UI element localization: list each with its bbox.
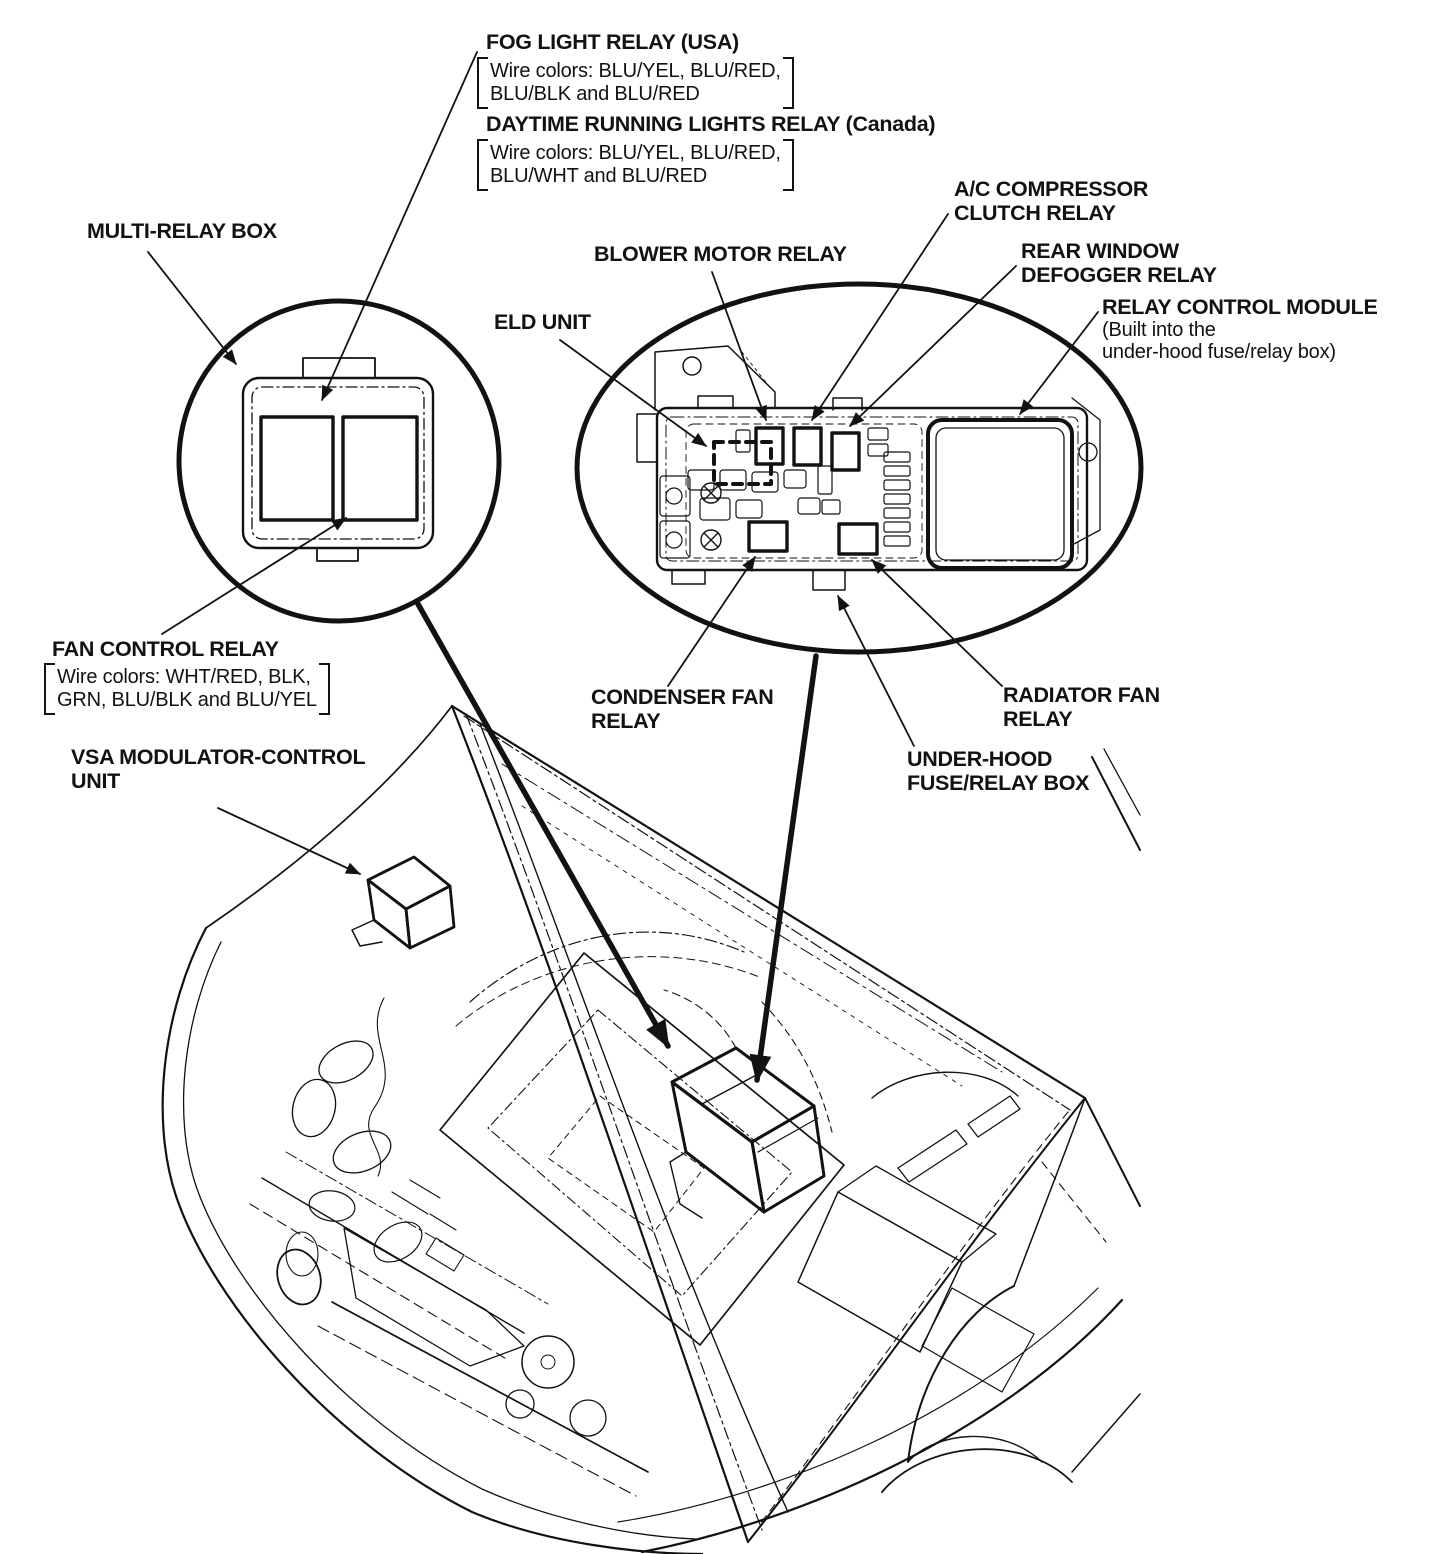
- radiator-fan-relay-label: RADIATOR FAN RELAY: [1003, 683, 1160, 731]
- under-hood-fuse-box-drawing: [637, 346, 1100, 590]
- ac-compressor-clutch-relay-rect: [794, 428, 821, 465]
- engine-bay-drawing: [163, 706, 1140, 1554]
- fuse-box-top-bracket: [655, 346, 775, 410]
- cowl-slot: [968, 1096, 1020, 1137]
- ac-compressor-clutch-relay-label: A/C COMPRESSOR CLUTCH RELAY: [954, 177, 1149, 225]
- daytime-running-lights-wire-colors: Wire colors: BLU/YEL, BLU/RED, BLU/WHT and BLU/RED: [477, 139, 794, 191]
- fan-control-relay-cavity: [343, 417, 417, 520]
- hose: [286, 1232, 318, 1276]
- cowl-slot: [898, 1130, 967, 1182]
- right-callout-ellipse: [577, 284, 1141, 652]
- condenser-fan-relay-leader: [668, 557, 755, 686]
- fan-control-relay-label: FAN CONTROL RELAY: [52, 637, 279, 661]
- vsa-modulator-control-unit-label: VSA MODULATOR-CONTROL UNIT: [71, 745, 366, 793]
- vsa-unit-leader: [218, 808, 360, 874]
- under-hood-box-leader: [838, 596, 914, 746]
- fan-control-relay-wire-colors: Wire colors: WHT/RED, BLK, GRN, BLU/BLK and BLU/YEL: [44, 663, 330, 715]
- multi-relay-box-label: MULTI-RELAY BOX: [87, 219, 277, 243]
- radiator-fan-relay-rect: [839, 524, 877, 554]
- under-hood-fuse-relay-box-label: UNDER-HOOD FUSE/RELAY BOX: [907, 747, 1090, 795]
- radiator-fan-relay-leader: [872, 560, 1002, 686]
- eld-unit-label: ELD UNIT: [494, 310, 591, 334]
- fuse-box-outline: [657, 408, 1087, 570]
- front-bumper-fender: [163, 706, 1122, 1554]
- headlight-outline: [344, 1228, 524, 1366]
- fog-light-relay-cavity: [261, 417, 333, 520]
- under-hood-fuse-relay-box-location: [664, 990, 824, 1218]
- fog-lamp-opening: [270, 1244, 327, 1310]
- locator-arrows: [418, 604, 816, 1080]
- pulley: [570, 1400, 606, 1436]
- hose: [327, 1123, 397, 1181]
- hose: [312, 1032, 380, 1091]
- daytime-running-lights-relay-label: DAYTIME RUNNING LIGHTS RELAY (Canada): [486, 112, 936, 136]
- fog-light-relay-wire-colors: Wire colors: BLU/YEL, BLU/RED, BLU/BLK and BLU/RED: [477, 57, 794, 109]
- radiator-front-bar: [332, 1302, 648, 1472]
- fuse-box-bottom-tab: [813, 570, 845, 590]
- left-callout-circle: [179, 301, 499, 621]
- condenser-fan-relay-rect: [749, 522, 787, 551]
- wiring: [369, 998, 386, 1176]
- relay-box-bottom-tab: [317, 548, 358, 561]
- tire: [882, 1449, 1072, 1492]
- multi-relay-box-drawing: [243, 358, 433, 561]
- wheel-arch: [908, 1286, 1014, 1462]
- right-fender-wheel: [882, 1098, 1140, 1492]
- hose: [287, 1075, 342, 1141]
- left-fuse-cells: [660, 476, 690, 558]
- relay-control-module-label: RELAY CONTROL MODULE (Built into the under-hood fuse/relay box): [1102, 295, 1378, 363]
- engine-block: [286, 932, 1034, 1496]
- screw-symbols: [701, 483, 721, 550]
- relay-control-module-rect: [928, 420, 1072, 568]
- fan-control-relay-leader: [162, 518, 346, 634]
- vsa-modulator-unit-drawing: [352, 857, 454, 948]
- condenser-fan-relay-label: CONDENSER FAN RELAY: [591, 685, 774, 733]
- hose: [367, 1214, 429, 1270]
- rear-window-defogger-relay-rect: [832, 433, 859, 470]
- rear-window-defogger-relay-label: REAR WINDOW DEFOGGER RELAY: [1021, 239, 1217, 287]
- fog-light-relay-label: FOG LIGHT RELAY (USA): [486, 30, 739, 54]
- relay-control-module-leader: [1020, 312, 1098, 414]
- battery-box: [798, 1192, 962, 1352]
- multi-relay-box-locator-arrow: [418, 604, 668, 1046]
- pulley: [522, 1336, 574, 1388]
- hood-outline: [452, 706, 1140, 1542]
- fuse-box-left-tab: [637, 414, 657, 462]
- valve-cover: [440, 953, 844, 1345]
- blower-motor-relay-label: BLOWER MOTOR RELAY: [594, 242, 847, 266]
- multi-relay-box-leader: [148, 252, 236, 364]
